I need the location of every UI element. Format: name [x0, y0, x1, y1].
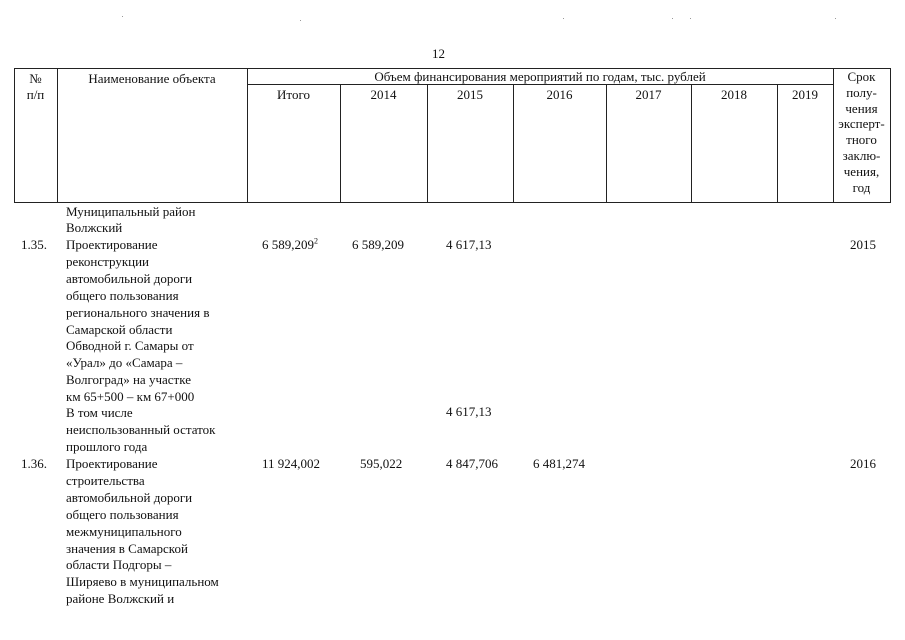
cell-deadline: 2015: [850, 237, 876, 252]
header-name: Наименование объекта: [88, 71, 216, 86]
name-line: общего пользования: [66, 287, 179, 303]
name-line: Самарской области: [66, 321, 173, 337]
scan-speck: [672, 18, 673, 19]
scan-speck: [122, 16, 123, 17]
cell-2016: 6 481,274: [533, 456, 585, 471]
name-line: области Подгоры –: [66, 557, 172, 573]
name-line: регионального значения в: [66, 304, 210, 320]
name-line: строительства: [66, 472, 145, 488]
header-financing: Объем финансирования мероприятий по годам, тыс. рублей: [374, 69, 706, 84]
header-deadline-line: заклю-: [842, 147, 881, 163]
header-deadline-line: полу-: [846, 84, 877, 100]
header-deadline-line: Срок: [847, 69, 876, 84]
cell-2014: 595,022: [360, 456, 403, 471]
header-deadline-line: чения,: [843, 163, 880, 179]
scan-speck: [690, 18, 691, 19]
scan-speck: [563, 18, 564, 19]
name-line: Ширяево в муниципальном: [66, 574, 219, 590]
header-no: [14, 71, 57, 103]
name-line: Проектирование: [66, 456, 158, 471]
cell-total-value: 6 589,209: [262, 237, 314, 252]
name-line: км 65+500 – км 67+000: [66, 389, 195, 405]
row-object-name: [66, 405, 216, 456]
cell-2015: 4 617,13: [446, 404, 492, 419]
name-line: значения в Самарской: [66, 540, 188, 556]
col-divider-no: [57, 68, 58, 203]
row-object-name: [66, 237, 209, 406]
name-line: Волгоград» на участке: [66, 372, 191, 388]
name-line: общего пользования: [66, 506, 179, 522]
row-number: 1.36.: [21, 456, 47, 471]
name-line: прошлого года: [66, 438, 148, 454]
district-label: Волжский: [66, 220, 123, 235]
cell-total: 11 924,002: [262, 456, 321, 471]
row-object-name: [66, 456, 219, 608]
name-line: районе Волжский и: [66, 591, 175, 607]
name-line: межмуниципального: [66, 523, 182, 539]
name-line: В том числе: [66, 405, 133, 420]
header-col-total: Итого: [277, 87, 310, 102]
header-deadline-line: чения: [845, 100, 878, 116]
header-col-2019: 2019: [792, 87, 818, 102]
header-col-2018: 2018: [721, 87, 747, 102]
header-deadline: [833, 69, 890, 195]
scan-speck: [835, 18, 836, 19]
cell-2015: 4 617,13: [446, 237, 492, 252]
district-label: Муниципальный район: [66, 204, 196, 219]
header-no-line: №: [29, 71, 42, 86]
header-col-2017: 2017: [635, 87, 662, 102]
header-col-2014: 2014: [370, 87, 397, 102]
name-line: неиспользованный остаток: [66, 421, 216, 437]
header-no-line: п/п: [26, 87, 45, 102]
name-line: автомобильной дороги: [66, 489, 193, 505]
name-line: Обводной г. Самары от: [66, 338, 194, 354]
header-deadline-line: эксперт-: [838, 116, 885, 132]
page-number: 12: [432, 46, 445, 61]
cell-2015: 4 847,706: [446, 456, 498, 471]
name-line: Проектирование: [66, 237, 158, 252]
scan-speck: [300, 20, 301, 21]
header-deadline-line: год: [852, 179, 871, 195]
header-deadline-line: тного: [846, 132, 877, 148]
table-right-border: [890, 68, 891, 203]
name-line: «Урал» до «Самара –: [66, 355, 183, 371]
cell-total: [262, 237, 318, 253]
header-col-2015: 2015: [457, 87, 483, 102]
cell-2014: 6 589,209: [352, 237, 404, 252]
name-line: автомобильной дороги: [66, 270, 193, 286]
header-bottom-border: [14, 202, 890, 203]
footnote-mark: 2: [314, 236, 318, 246]
header-col-2016: 2016: [546, 87, 573, 102]
row-number: 1.35.: [21, 237, 47, 252]
name-line: реконструкции: [66, 253, 150, 269]
cell-deadline: 2016: [850, 456, 876, 471]
